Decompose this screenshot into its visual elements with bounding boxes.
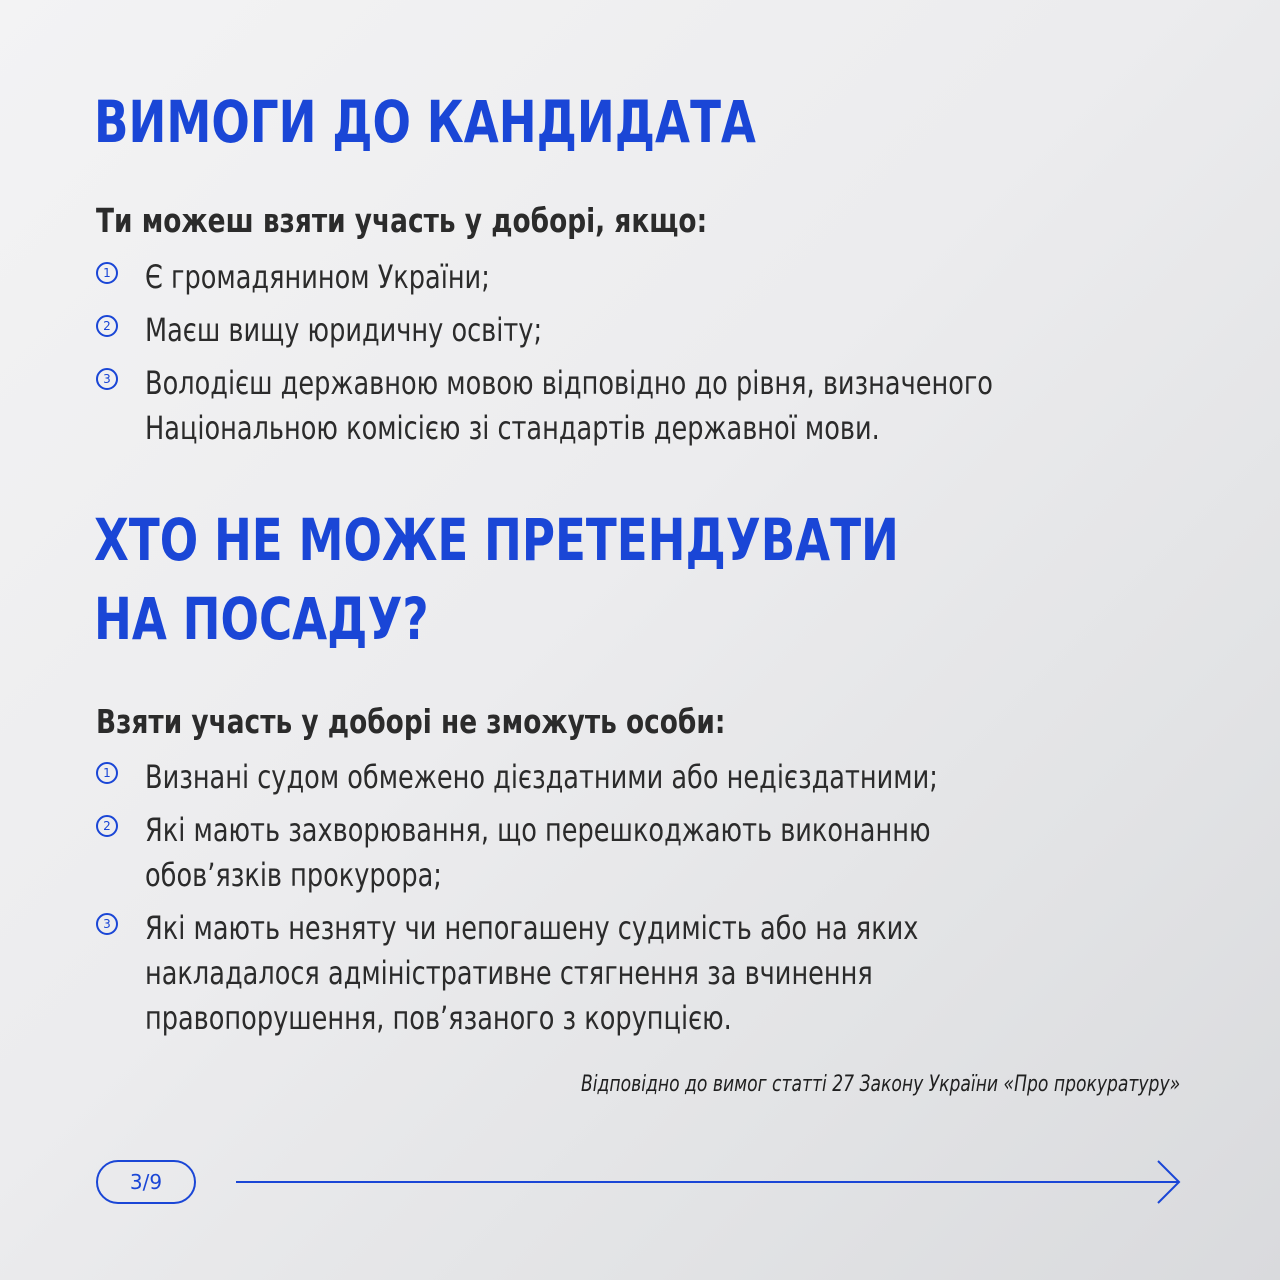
- section-title-requirements: ВИМОГИ ДО КАНДИДАТА: [94, 88, 756, 156]
- number-1-icon: 1: [96, 262, 118, 284]
- law-footnote: Відповідно до вимог статті 27 Закону України «Про прокуратуру»: [580, 1072, 1180, 1097]
- ineligible-lead: Взяти участь у доборі не зможуть особи:: [96, 702, 726, 741]
- list-item-text: Є громадянином України;: [145, 258, 490, 296]
- ineligible-list: [96, 755, 1245, 1049]
- list-item-text: Визнані судом обмежено дієздатними або недієздатними;: [145, 758, 938, 796]
- number-2-icon: 2: [96, 315, 118, 337]
- list-item: [96, 906, 1245, 1041]
- requirements-list: [96, 255, 1245, 459]
- list-item-text: Володієш державною мовою відповідно до рівня, визначеного Національною комісією зі стандартів державної мови.: [145, 364, 993, 447]
- section-title-ineligible-line1: ХТО НЕ МОЖЕ ПРЕТЕНДУВАТИ: [94, 506, 899, 574]
- section-title-ineligible-line2: НА ПОСАДУ?: [94, 585, 429, 653]
- list-item: [96, 808, 1245, 898]
- number-1-icon: 1: [96, 762, 118, 784]
- page-indicator: [96, 1160, 196, 1204]
- number-2-icon: 2: [96, 815, 118, 837]
- list-item: [96, 755, 1245, 800]
- list-item-text: Які мають захворювання, що перешкоджають виконанню обов’язків прокурора;: [145, 811, 931, 894]
- page-indicator-label: 3/9: [129, 1170, 163, 1194]
- list-item: [96, 361, 1245, 451]
- list-item-text: Які мають незняту чи непогашену судимість або на яких накладалося адміністративне стягнення за вчинення правопорушення, пов’язаного з корупцією.: [145, 909, 919, 1037]
- list-item: [96, 308, 1245, 353]
- number-3-icon: 3: [96, 368, 118, 390]
- list-item: [96, 255, 1245, 300]
- requirements-lead: Ти можеш взяти участь у доборі, якщо:: [96, 201, 708, 240]
- number-3-icon: 3: [96, 913, 118, 935]
- arrow-right-icon[interactable]: [236, 1158, 1186, 1206]
- list-item-text: Маєш вищу юридичну освіту;: [145, 311, 543, 349]
